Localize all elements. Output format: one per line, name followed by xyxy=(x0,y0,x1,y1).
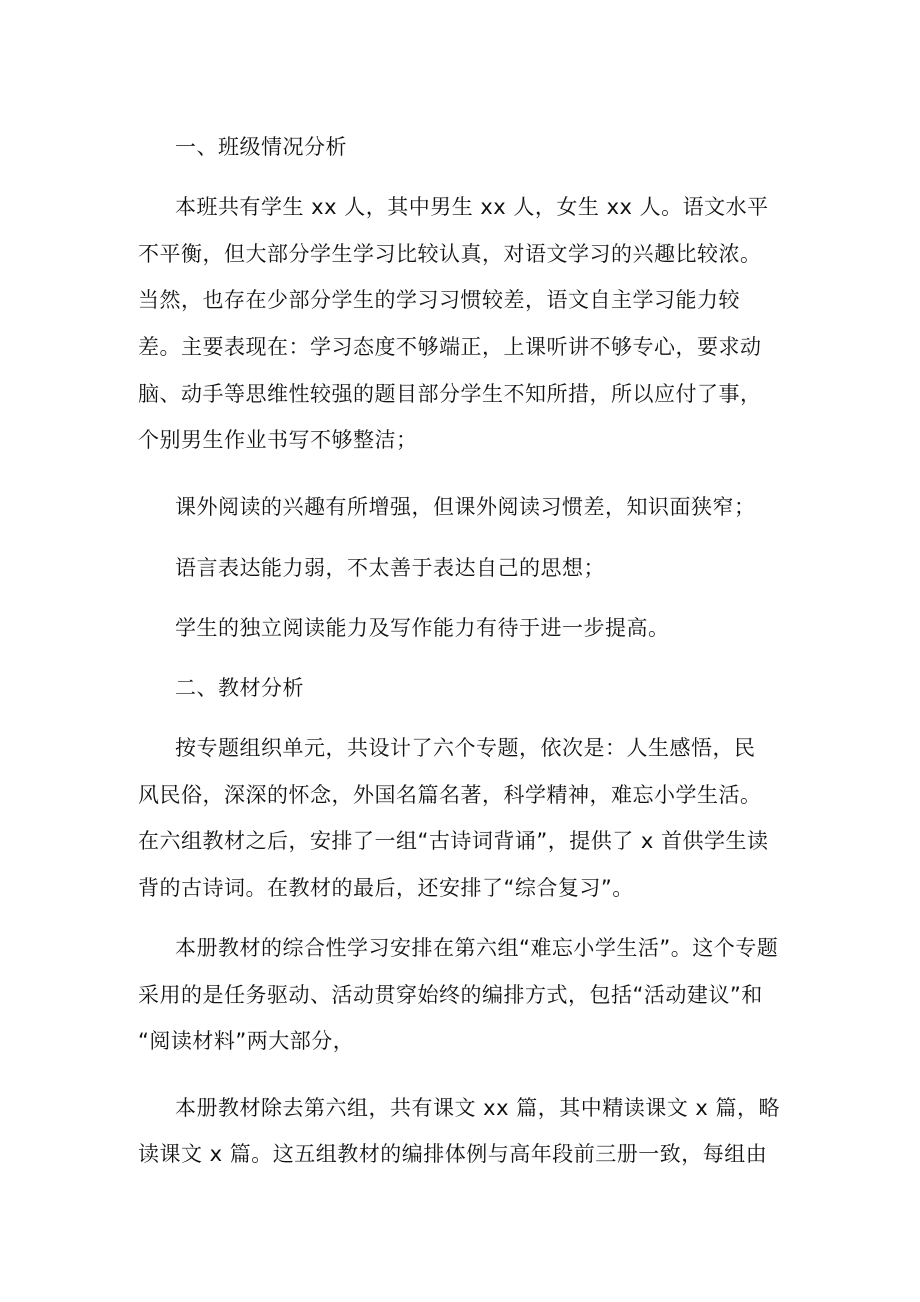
paragraph-line: 个别男生作业书写不够整洁； xyxy=(138,428,418,452)
paragraph-line: 在六组教材之后，安排了一组“古诗词背诵”，提供了 x 首供学生读 xyxy=(138,829,769,853)
paragraph-line: 差。主要表现在：学习态度不够端正，上课听讲不够专心，要求动 xyxy=(138,335,762,359)
paragraph-line: 采用的是任务驱动、活动贯穿始终的编排方式，包括“活动建议”和 xyxy=(138,983,763,1007)
paragraph-line: 语言表达能力弱，不太善于表达自己的思想； xyxy=(175,556,605,580)
paragraph-line: 脑、动手等思维性较强的题目部分学生不知所措，所以应付了事， xyxy=(138,382,762,406)
paragraph-line: 本班共有学生 xx 人，其中男生 xx 人，女生 xx 人。语文水平 xyxy=(175,195,769,219)
paragraph-line: 不平衡，但大部分学生学习比较认真，对语文学习的兴趣比较浓。 xyxy=(138,242,762,266)
section-heading-class-analysis: 一、班级情况分析 xyxy=(175,135,347,159)
paragraph-line: 本册教材除去第六组，共有课文 xx 篇，其中精读课文 x 篇，略 xyxy=(175,1096,780,1120)
paragraph-line: 学生的独立阅读能力及写作能力有待于进一步提高。 xyxy=(175,616,670,640)
paragraph-line: “阅读材料”两大部分， xyxy=(138,1029,355,1053)
paragraph-line: 背的古诗词。在教材的最后，还安排了“综合复习”。 xyxy=(138,876,634,900)
paragraph-line: 当然，也存在少部分学生的学习习惯较差，语文自主学习能力较 xyxy=(138,288,740,312)
paragraph-line: 读课文 x 篇。这五组教材的编排体例与高年段前三册一致，每组由 xyxy=(138,1142,768,1166)
paragraph-line: 按专题组织单元，共设计了六个专题，依次是：人生感悟，民 xyxy=(175,736,756,760)
paragraph-line: 本册教材的综合性学习安排在第六组“难忘小学生活”。这个专题 xyxy=(175,936,779,960)
paragraph-line: 课外阅读的兴趣有所增强，但课外阅读习惯差，知识面狭窄； xyxy=(175,495,756,519)
paragraph-line: 风民俗，深深的怀念，外国名篇名著，科学精神，难忘小学生活。 xyxy=(138,783,762,807)
section-heading-textbook-analysis: 二、教材分析 xyxy=(175,676,304,700)
